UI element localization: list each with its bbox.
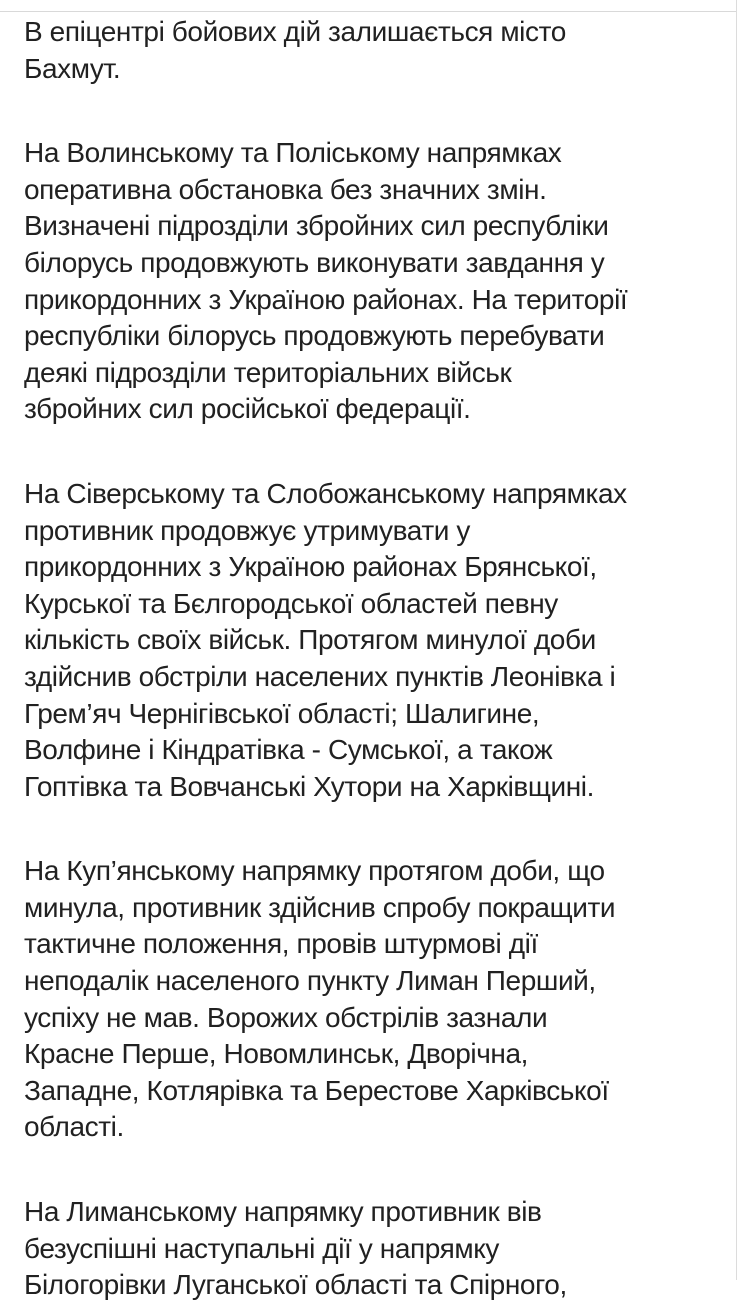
report-text — [24, 14, 724, 1304]
report-paragraph: На Куп’янському напрямку протягом доби, що минула, противник здійснив спробу покращити тактичне положення, провів штурмові дії неподалік населеного пункту Лиман Перший, успіху не мав. Ворожих обстрілів зазнали Красне Перше, Новомлинськ, Дворічна, Западне, Котлярівка та Берестове Харківської області. — [24, 855, 616, 1143]
report-paragraph: На Лиманському напрямку противник вів безуспішні наступальні дії у напрямку Білогорівки Луганської області та Спірного, — [24, 1196, 567, 1301]
report-paragraph: На Сіверському та Слобожанському напрямках противник продовжує утримувати у прикордонних з Україною районах Брянської, Курської та Бєлгородської областей певну кількість своїх військ. Протягом минулої доби здійснив обстріли населених пунктів Леонівка і Грем’яч Чернігівської області; Шалигине, Волфине і Кіндратівка - Сумської, а також Гоптівка та Вовчанські Хутори на Харківщині. — [24, 477, 627, 802]
report-paragraph: На Волинському та Поліському напрямках оперативна обстановка без значних змін. Визначені підрозділи збройних сил республіки білорусь продовжують виконувати завдання у прикордонних з Україною районах. На території республіки білорусь продовжують перебувати деякі підрозділи територіальних військ збройних сил російської федерації. — [24, 137, 628, 425]
report-paragraph: В епіцентрі бойових дій залишається місто Бахмут. — [24, 16, 566, 84]
top-divider — [0, 11, 737, 12]
